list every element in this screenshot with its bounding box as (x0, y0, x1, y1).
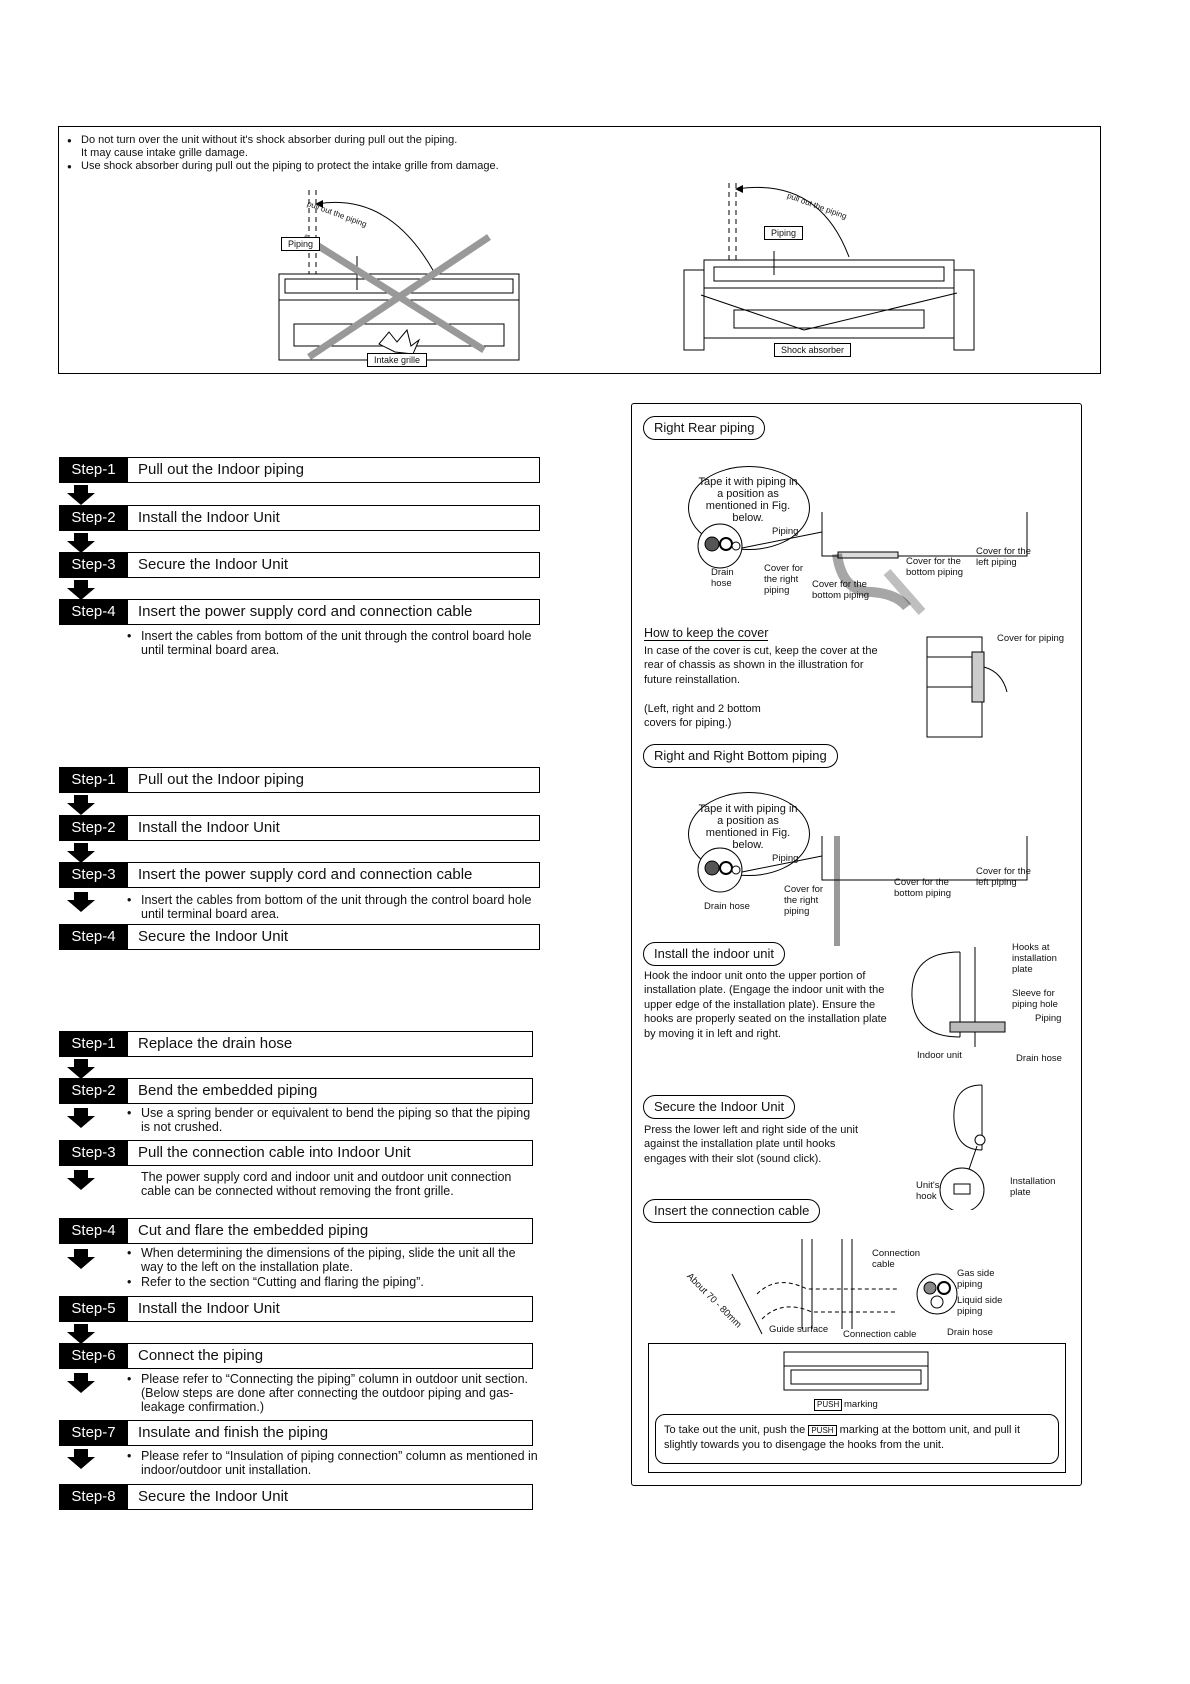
right-rear-piping-title: Right Rear piping (643, 416, 765, 440)
keep-cover-figure (922, 632, 1012, 742)
push-instruction-text: To take out the unit, push the PUSH marking at the bottom unit, and pull it slightly towards you to disengage the hooks from the unit. (664, 1424, 1021, 1452)
down-arrow-icon (66, 1170, 96, 1190)
s1-step-4 (59, 599, 540, 625)
s3-step-3-note: The power supply cord and indoor unit and outdoor unit connection cable can be connected without removing the front grille. (141, 1170, 512, 1198)
right-bottom-piping-title: Right and Right Bottom piping (643, 744, 838, 768)
install-indoor-unit-title: Install the indoor unit (643, 942, 785, 966)
down-arrow-icon (66, 1059, 96, 1079)
install-drain-label: Drain hose (1016, 1053, 1062, 1064)
rear-piping-label: Piping (772, 526, 799, 537)
step-label: Insert the power supply cord and connection cable (138, 603, 473, 620)
step-number: Step-3 (59, 552, 128, 578)
hooks-label: Hooks at installation plate (1012, 942, 1057, 975)
installation-plate-label: Installation plate (1010, 1176, 1056, 1198)
step-number: Step-7 (59, 1420, 128, 1446)
rb-piping-label: Piping (772, 853, 799, 864)
step-label: Install the Indoor Unit (138, 1300, 280, 1317)
s1-step-2 (59, 505, 540, 531)
keep-cover-text: In case of the cover is cut, keep the cover at the rear of chassis as shown in the illustration for future reinstallation. (644, 645, 878, 686)
down-arrow-icon (66, 533, 96, 553)
push-unit-figure (781, 1348, 931, 1398)
step-number: Step-4 (59, 1218, 128, 1244)
s3-step-4-note-b: • Refer to the section “Cutting and flaring the piping”. (127, 1275, 541, 1289)
rb-cover-left-label: Cover for the left piping (976, 866, 1031, 888)
step-label: Insert the power supply cord and connection cable (138, 866, 473, 883)
rear-tape-text: Tape it with piping in a position as mentioned in Fig. below. (698, 476, 798, 524)
liquid-side-label: Liquid side piping (957, 1295, 1003, 1317)
rb-tape-text: Tape it with piping in a position as mentioned in Fig. below. (698, 803, 798, 851)
conn-cable-top-label: Connection cable (872, 1248, 921, 1270)
cable-drain-label: Drain hose (947, 1327, 993, 1338)
right-bottom-piping-figure (682, 836, 1062, 956)
rb-cover-bottom-label: Cover for the bottom piping (894, 877, 952, 899)
guide-surface-label: Guide surface (769, 1324, 829, 1335)
s3-step-3 (59, 1140, 533, 1166)
s2-step-2 (59, 815, 540, 841)
step-label: Insulate and finish the piping (138, 1424, 329, 1441)
down-arrow-icon (66, 892, 96, 912)
step-label: Pull the connection cable into Indoor Unit (138, 1144, 411, 1161)
shock-absorber-tag: Shock absorber (774, 343, 851, 357)
step-number: Step-5 (59, 1296, 128, 1322)
step-number: Step-1 (59, 457, 128, 483)
notice-line-2: ● Use shock absorber during pull out the piping to protect the intake grille from damage. (69, 160, 499, 173)
step-label: Cut and flare the embedded piping (138, 1222, 369, 1239)
step-label: Connect the piping (138, 1347, 264, 1364)
s3-step-4-note-a: • When determining the dimensions of the piping, slide the unit all the way to the left on the installation plate. (127, 1246, 541, 1274)
s3-step-6-note: • Please refer to “Connecting the piping” column in outdoor unit section. (Below steps are done after connecting the outdoor piping and gas-leakage confirmation.) (127, 1372, 546, 1414)
keep-cover-title: How to keep the cover (644, 626, 769, 640)
down-arrow-icon (66, 1108, 96, 1128)
correct-pull-out-label: pull out the piping (785, 191, 848, 221)
step-number: Step-6 (59, 1343, 128, 1369)
step-number: Step-2 (59, 505, 128, 531)
step-number: Step-2 (59, 1078, 128, 1104)
s2-step-3-note: • Insert the cables from bottom of the unit through the control board hole until terminal board area. (127, 893, 546, 921)
step-number: Step-8 (59, 1484, 128, 1510)
step-label: Secure the Indoor Unit (138, 1488, 289, 1505)
keep-cover-text-2: (Left, right and 2 bottom covers for piping.) (644, 703, 761, 730)
step-label: Install the Indoor Unit (138, 819, 280, 836)
down-arrow-icon (66, 1373, 96, 1393)
down-arrow-icon (66, 843, 96, 863)
down-arrow-icon (66, 1249, 96, 1269)
s3-step-7 (59, 1420, 533, 1446)
install-figure (900, 942, 1010, 1052)
s3-step-2-note: • Use a spring bender or equivalent to bend the piping so that the piping is not crushed. (127, 1106, 541, 1134)
push-marking-label: marking (844, 1399, 878, 1410)
rear-cover-bottom-label: Cover for the bottom piping (812, 579, 870, 601)
step-label: Pull out the Indoor piping (138, 771, 304, 788)
install-text: Hook the indoor unit onto the upper portion of installation plate. (Engage the indoor unit with the upper edge of the installation plate). Ensure the hooks are properly seated on the installation plate by moving it in left and right. (644, 970, 887, 1040)
s1-step-1 (59, 457, 540, 483)
s2-step-3 (59, 862, 540, 888)
s3-step-6 (59, 1343, 533, 1369)
step-number: Step-2 (59, 815, 128, 841)
down-arrow-icon (66, 1449, 96, 1469)
about-distance-label: About 70 - 80mm (684, 1271, 744, 1331)
s3-step-5 (59, 1296, 533, 1322)
step-number: Step-4 (59, 924, 128, 950)
s3-step-7-note: • Please refer to “Insulation of piping connection” column as mentioned in indoor/outdoor unit installation. (127, 1449, 541, 1477)
rb-cover-right-label: Cover for the right piping (784, 884, 824, 917)
s2-step-1 (59, 767, 540, 793)
s1-step-3 (59, 552, 540, 578)
step-number: Step-3 (59, 1140, 128, 1166)
secure-indoor-unit-title: Secure the Indoor Unit (643, 1095, 795, 1119)
s1-step-4-note: • Insert the cables from bottom of the unit through the control board hole until terminal board area. (127, 629, 546, 657)
units-hook-label: Unit's hook (916, 1180, 940, 1202)
indoor-unit-label: Indoor unit (917, 1050, 962, 1061)
cover-for-piping-label: Cover for piping (997, 633, 1065, 644)
step-label: Secure the Indoor Unit (138, 928, 289, 945)
push-instruction-box (655, 1414, 1059, 1464)
notice-line-1b: It may cause intake grille damage. (81, 147, 248, 159)
step-label: Secure the Indoor Unit (138, 556, 289, 573)
push-marking-icon: PUSH (814, 1399, 842, 1411)
step-number: Step-1 (59, 767, 128, 793)
push-marking-box (648, 1343, 1066, 1473)
notice-line-1: ● Do not turn over the unit without it's shock absorber during pull out the piping. (69, 134, 457, 147)
down-arrow-icon (66, 485, 96, 505)
step-label: Install the Indoor Unit (138, 509, 280, 526)
correct-method-figure (679, 175, 1009, 355)
notice-box (58, 126, 1101, 374)
rear-cover-right-label: Cover for the right piping (764, 563, 804, 596)
step-number: Step-3 (59, 862, 128, 888)
right-instruction-panel (631, 403, 1082, 1486)
step-label: Pull out the Indoor piping (138, 461, 304, 478)
rear-cover-bottom2-label: Cover for the bottom piping (906, 556, 964, 578)
rear-drain-label: Drain hose (711, 567, 734, 589)
s3-step-8 (59, 1484, 533, 1510)
wrong-method-figure (219, 182, 549, 372)
step-label: Bend the embedded piping (138, 1082, 318, 1099)
intake-grille-tag: Intake grille (367, 353, 427, 367)
s3-step-2 (59, 1078, 533, 1104)
s3-step-1 (59, 1031, 533, 1057)
gas-side-label: Gas side piping (957, 1268, 995, 1290)
down-arrow-icon (66, 1324, 96, 1344)
wrong-pull-out-label: pull out the piping (305, 199, 368, 229)
correct-piping-tag: Piping (764, 226, 803, 240)
wrong-piping-tag: Piping (281, 237, 320, 251)
down-arrow-icon (66, 580, 96, 600)
s3-step-4 (59, 1218, 533, 1244)
insert-cable-title: Insert the connection cable (643, 1199, 820, 1223)
step-number: Step-1 (59, 1031, 128, 1057)
secure-text: Press the lower left and right side of the unit against the installation plate until hooks engages with their slot (sound click). (644, 1124, 859, 1165)
rb-drain-label: Drain hose (704, 901, 750, 912)
step-label: Replace the drain hose (138, 1035, 293, 1052)
install-piping-label: Piping (1035, 1013, 1062, 1024)
conn-cable-bottom-label: Connection cable (843, 1329, 917, 1340)
step-number: Step-4 (59, 599, 128, 625)
sleeve-label: Sleeve for piping hole (1012, 988, 1058, 1010)
rear-cover-left-label: Cover for the left piping (976, 546, 1031, 568)
down-arrow-icon (66, 795, 96, 815)
s2-step-4 (59, 924, 540, 950)
